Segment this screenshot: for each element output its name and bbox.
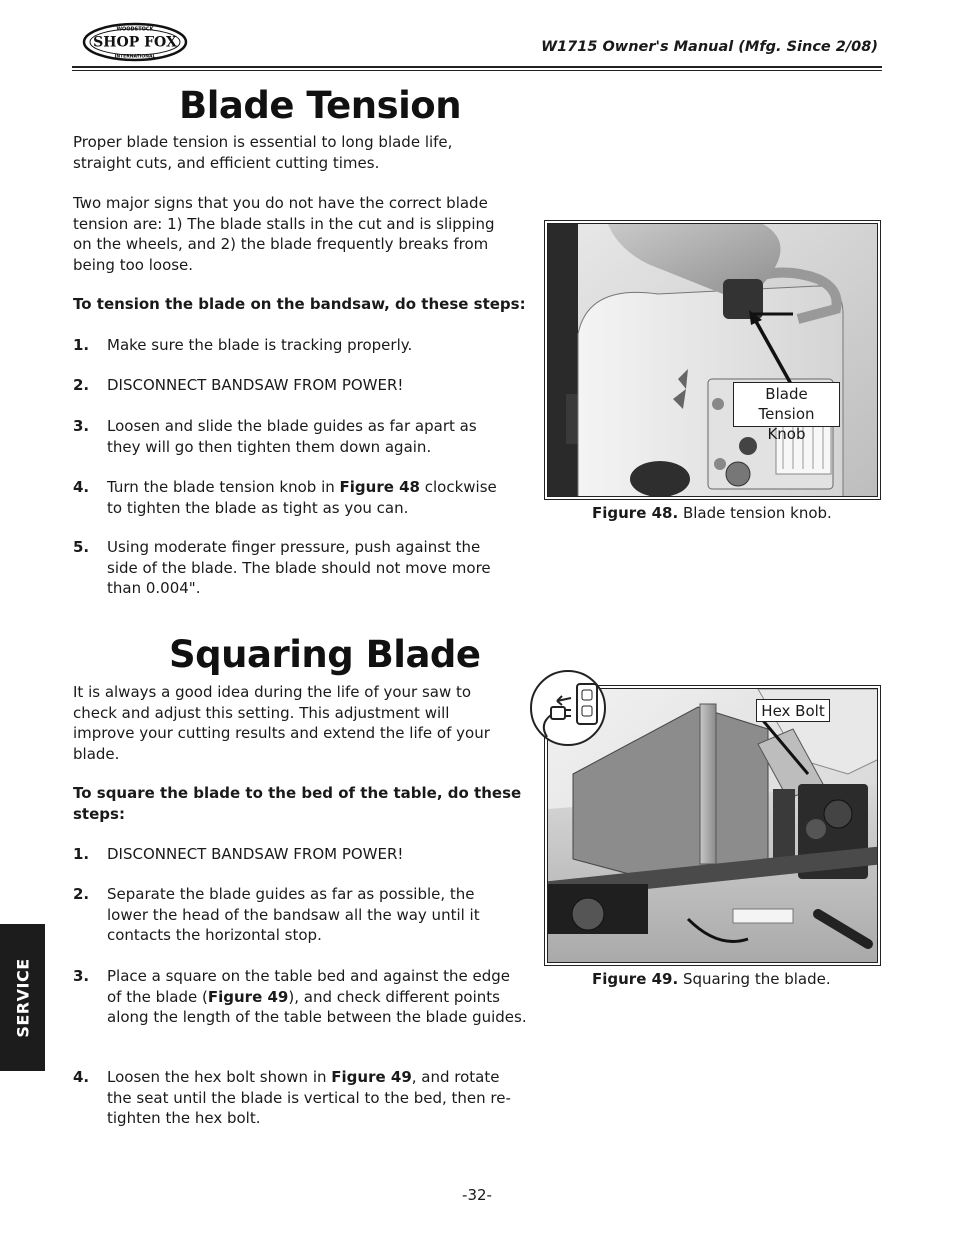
step-number: 3. — [73, 417, 90, 435]
step-text: DISCONNECT BANDSAW FROM POWER! — [107, 376, 404, 394]
svg-text:SHOP FOX: SHOP FOX — [93, 34, 177, 51]
header-rule-thin — [72, 70, 882, 71]
figure-48 — [544, 220, 881, 500]
step-text: Make sure the blade is tracking properly. — [107, 336, 413, 354]
figure-48-reference: Figure 48 — [339, 478, 420, 496]
header-rule — [72, 66, 882, 68]
hex-bolt-callout: Hex Bolt — [756, 699, 830, 722]
step-number: 4. — [73, 478, 90, 496]
step-number: 1. — [73, 845, 90, 863]
step-text: Separate the blade guides as far as possible, the lower the head of the bandsaw all the way until it contacts the horizontal stop. — [107, 885, 480, 944]
step-text: Loosen the hex bolt shown in Figure 49, and rotate the seat until the blade is vertical to the bed, then re-tighten the hex bolt. — [107, 1068, 511, 1127]
service-tab-label: SERVICE — [13, 957, 32, 1038]
shop-fox-logo — [82, 22, 188, 62]
step-number: 1. — [73, 336, 90, 354]
step-number: 2. — [73, 885, 90, 903]
figure-49-reference: Figure 49 — [207, 987, 289, 1006]
step-text: Place a square on the table bed and against the edge of the blade (Figure 49), and check different points along the length of the table between the blade guides. — [107, 967, 527, 1026]
manual-title: W1715 Owner's Manual (Mfg. Since 2/08) — [541, 39, 878, 55]
figure-49-caption: Figure 49. Squaring the blade. — [592, 970, 831, 988]
blade-tension-heading: Blade Tension — [179, 84, 462, 127]
blade-tension-knob-callout: Blade Tension Knob — [733, 382, 840, 427]
step-text: Turn the blade tension knob in Figure 48 clockwise to tighten the blade as tight as you can. — [107, 478, 497, 517]
step-text: DISCONNECT BANDSAW FROM POWER! — [107, 845, 404, 863]
squaring-blade-steps-intro: To square the blade to the bed of the table, do these steps: — [73, 784, 522, 823]
squaring-blade-intro: It is always a good idea during the life of your saw to check and adjust this setting. This adjustment will improve your cutting results and extend the life of your blade. — [73, 683, 490, 763]
step-text: Using moderate finger pressure, push against the side of the blade. The blade should not move more than 0.004". — [107, 538, 491, 597]
figure-49-reference: Figure 49 — [331, 1068, 412, 1086]
step-number: 5. — [73, 538, 90, 556]
figure-48-caption: Figure 48. Blade tension knob. — [592, 504, 832, 522]
page-number: -32- — [462, 1186, 492, 1204]
unplug-power-icon — [529, 669, 607, 747]
figure-48-photo — [547, 223, 878, 497]
squaring-blade-heading: Squaring Blade — [169, 633, 481, 676]
step-number: 3. — [73, 967, 90, 985]
step-text: Loosen and slide the blade guides as far apart as they will go then tighten them down again. — [107, 417, 477, 456]
step-number: 4. — [73, 1068, 90, 1086]
step-number: 2. — [73, 376, 90, 394]
blade-tension-intro: Proper blade tension is essential to long blade life, straight cuts, and efficient cutting times. — [73, 133, 453, 172]
service-section-tab — [0, 924, 45, 1071]
blade-tension-steps-intro: To tension the blade on the bandsaw, do these steps: — [73, 295, 526, 313]
svg-text:INTERNATIONAL: INTERNATIONAL — [114, 54, 156, 60]
blade-tension-signs: Two major signs that you do not have the correct blade tension are: 1) The blade stalls in the cut and is slipping on the wheels, and 2) the blade frequently breaks from being too loose. — [73, 194, 495, 274]
svg-text:WOODSTOCK: WOODSTOCK — [116, 26, 154, 33]
